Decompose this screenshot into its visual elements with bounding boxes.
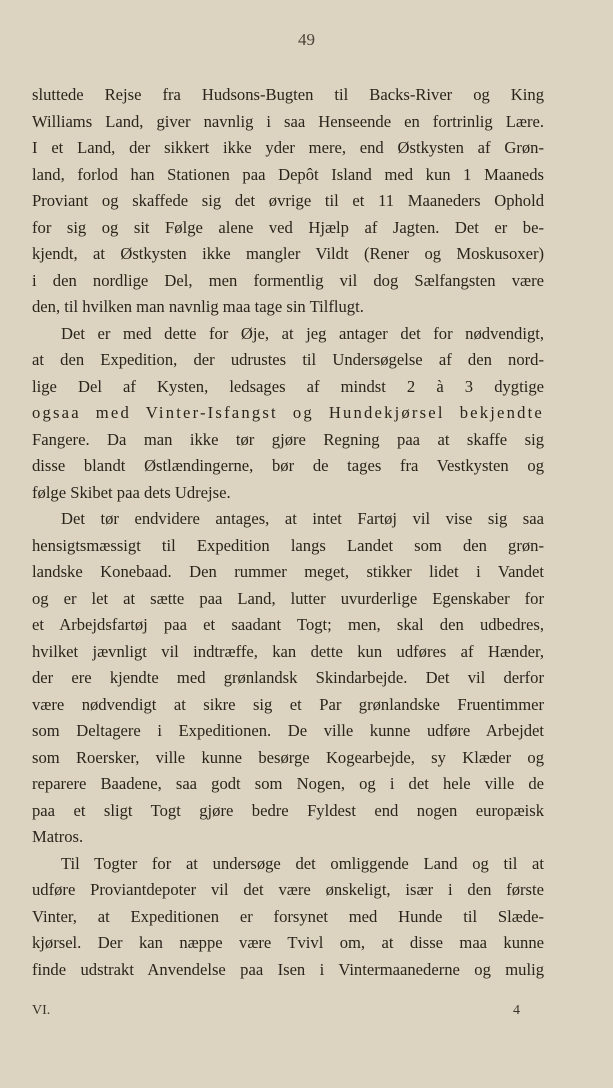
text-line: og er let at sætte paa Land, lutter uvurderlige Egenskaber for bbox=[32, 588, 544, 608]
signature-mark: VI. bbox=[32, 1003, 51, 1018]
text-line: for sig og sit Følge alene ved Hjælp af Jagten. Det er be- bbox=[32, 217, 544, 237]
text-line: I et Land, der sikkert ikke yder mere, end Østkysten af Grøn- bbox=[32, 138, 544, 157]
text-line: Fangere. Da man ikke tør gjøre Regning paa at skaffe sig bbox=[32, 429, 544, 449]
text-line: finde udstrakt Anvendelse paa Isen i Vintermaanederne og mulig bbox=[32, 959, 544, 979]
page-number: 49 bbox=[298, 30, 315, 49]
text-line: den, til hvilken man navnlig maa tage sin Tilflugt. bbox=[32, 297, 364, 316]
text-line: følge Skibet paa dets Udrejse. bbox=[32, 482, 231, 502]
text-line: der ere kjendte med grønlandsk Skindarbejde. Det vil derfor bbox=[32, 668, 544, 687]
text-line: være nødvendigt at sikre sig et Par grønlandske Fruentimmer bbox=[32, 694, 544, 714]
text-line: Vinter, at Expeditionen er forsynet med Hunde til Slæde- bbox=[32, 906, 544, 926]
text-line: sluttede Rejse fra Hudsons-Bugten til Backs-River og King bbox=[32, 85, 544, 104]
text-line: hvilket jævnligt vil indtræffe, kan dette kun udføres af Hænder, bbox=[32, 641, 544, 661]
text-line: Det tør endvidere antages, at intet Fartøj vil vise sig saa bbox=[61, 509, 544, 528]
text-line: hensigtsmæssigt til Expedition langs Landet som den grøn- bbox=[32, 535, 544, 555]
text-line: som Deltagere i Expeditionen. De ville kunne udføre Arbejdet bbox=[32, 721, 544, 740]
text-line: ogsaa med Vinter-Isfangst og Hundekjørsel bekjendte bbox=[32, 403, 544, 422]
text-line: land, forlod han Stationen paa Depôt Island med kun 1 Maaneds bbox=[32, 164, 544, 184]
text-line: udføre Proviantdepoter vil det være ønskeligt, især i den første bbox=[32, 880, 544, 899]
text-line: disse blandt Østlændingerne, bør de tages fra Vestkysten og bbox=[32, 456, 544, 475]
text-line: kjørsel. Der kan næppe være Tvivl om, at disse maa kunne bbox=[32, 933, 544, 952]
sheet-number: 4 bbox=[513, 1003, 520, 1018]
body-text bbox=[32, 82, 544, 983]
text-line: som Roersker, ville kunne besørge Kogearbejde, sy Klæder og bbox=[32, 747, 544, 767]
text-line: Til Togter for at undersøge det omliggende Land og til at bbox=[61, 853, 544, 873]
text-line: i den nordlige Del, men formentlig vil dog Sælfangsten være bbox=[32, 270, 544, 290]
text-line: paa et sligt Togt gjøre bedre Fyldest end nogen europæisk bbox=[32, 800, 544, 820]
text-line: kjendt, at Østkysten ikke mangler Vildt (Rener og Moskusoxer) bbox=[32, 244, 544, 263]
text-line: Williams Land, giver navnlig i saa Henseende en fortrinlig Lære. bbox=[32, 111, 544, 131]
text-line: Matros. bbox=[32, 827, 84, 846]
text-line: et Arbejdsfartøj paa et saadant Togt; men, skal den udbedres, bbox=[32, 615, 544, 634]
text-line: Det er med dette for Øje, at jeg antager det for nødvendigt, bbox=[61, 323, 544, 343]
text-line: Proviant og skaffede sig det øvrige til et 11 Maaneders Ophold bbox=[32, 191, 544, 210]
text-line: reparere Baadene, saa godt som Nogen, og i det hele ville de bbox=[32, 774, 544, 793]
text-line: at den Expedition, der udrustes til Undersøgelse af den nord- bbox=[32, 350, 544, 369]
text-line: landske Konebaad. Den rummer meget, stikker lidet i Vandet bbox=[32, 562, 544, 581]
text-line: lige Del af Kysten, ledsages af mindst 2 à 3 dygtige bbox=[32, 376, 544, 396]
